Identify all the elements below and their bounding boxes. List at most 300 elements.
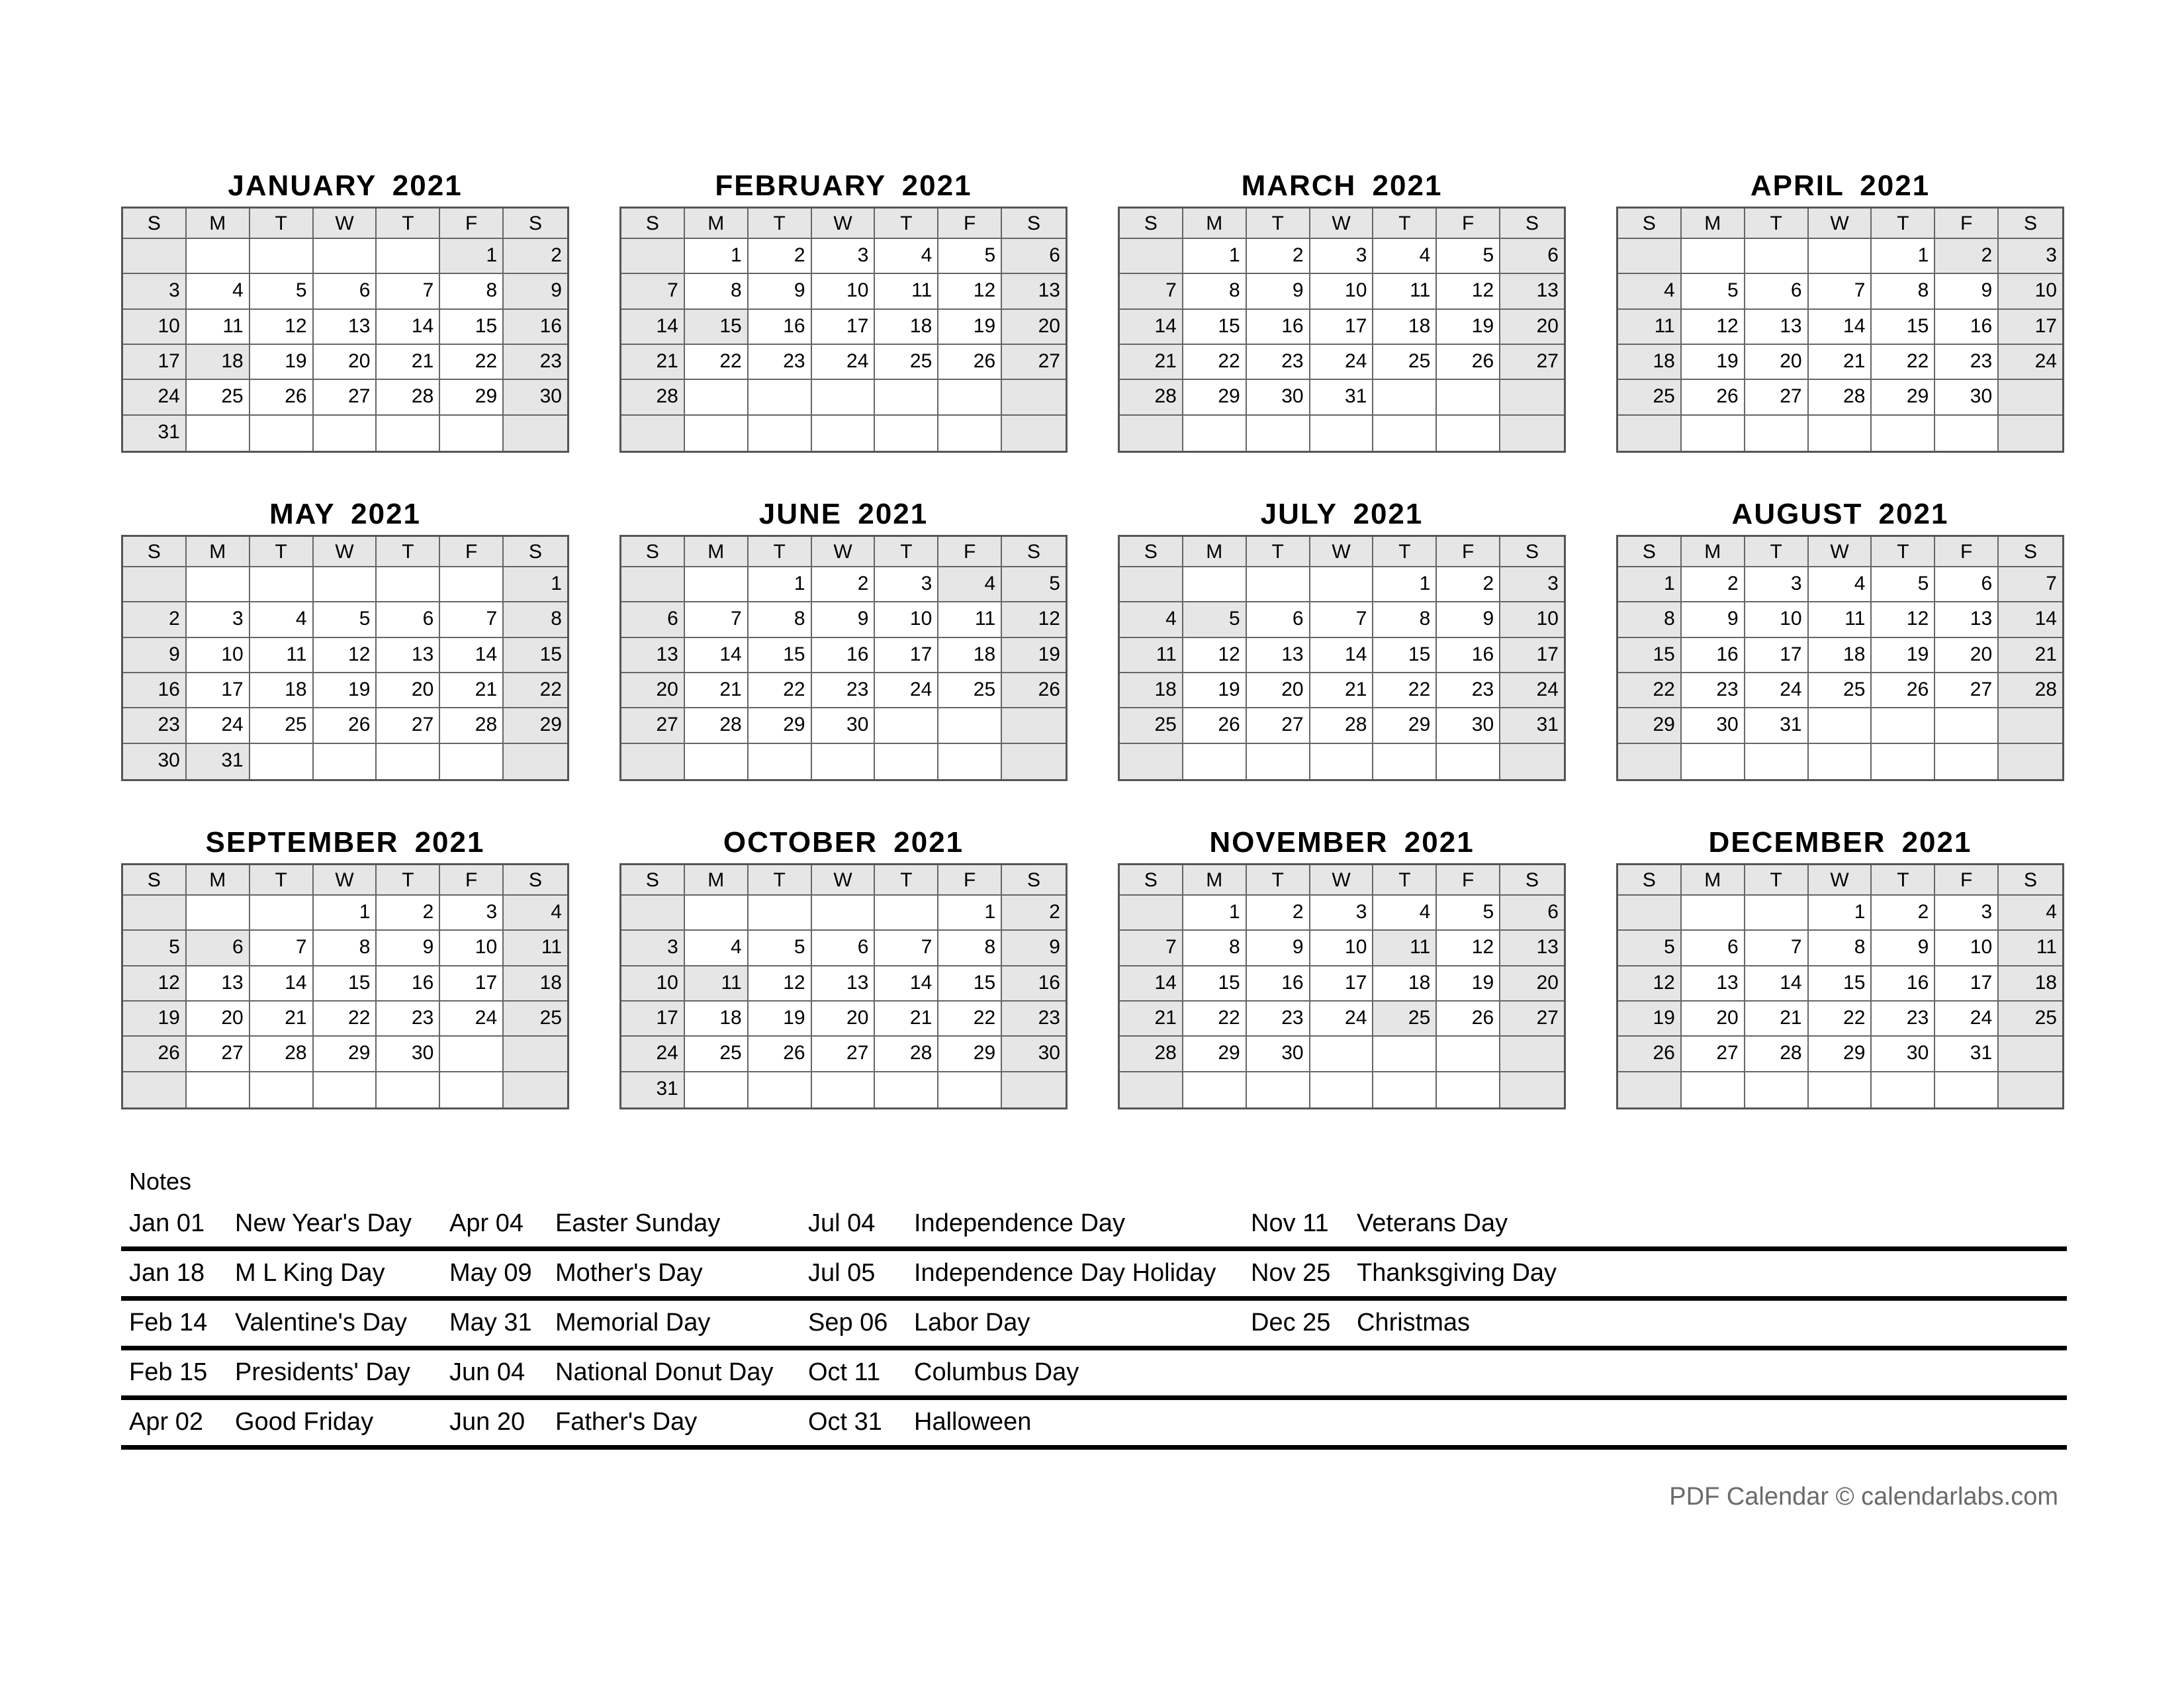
empty-day-cell [1247, 1072, 1310, 1107]
empty-day-cell [1310, 744, 1374, 779]
empty-day-cell [685, 416, 749, 451]
day-cell: 25 [187, 380, 250, 415]
weekday-header: T [1247, 865, 1310, 896]
day-cell: 22 [504, 673, 567, 708]
day-cell: 28 [1999, 673, 2062, 708]
holiday-date: Jul 04 [808, 1209, 876, 1237]
day-cell: 22 [1872, 345, 1935, 380]
day-cell: 25 [250, 708, 314, 743]
day-cell: 13 [1002, 274, 1066, 309]
empty-day-cell [875, 1072, 938, 1107]
day-cell: 22 [1809, 1002, 1872, 1037]
day-cell: 26 [1437, 1002, 1500, 1037]
weekday-header: T [250, 865, 314, 896]
day-cell: 30 [812, 708, 876, 743]
empty-day-cell [1872, 1072, 1935, 1107]
weekday-header: S [123, 209, 187, 239]
empty-day-cell [1310, 1037, 1374, 1072]
notes-row [121, 1251, 2067, 1301]
day-cell: 9 [1682, 602, 1745, 637]
empty-day-cell [440, 416, 504, 451]
empty-day-cell [1310, 1072, 1374, 1107]
day-cell: 17 [1500, 638, 1564, 673]
day-cell: 8 [1618, 602, 1682, 637]
empty-day-cell [749, 1072, 812, 1107]
empty-day-cell [938, 380, 1002, 415]
weekday-header: F [1935, 865, 1999, 896]
holiday-date: Jul 05 [808, 1259, 876, 1287]
day-cell: 1 [314, 896, 377, 931]
day-cell: 21 [250, 1002, 314, 1037]
day-cell: 29 [440, 380, 504, 415]
empty-day-cell [250, 239, 314, 274]
day-cell: 23 [1682, 673, 1745, 708]
day-cell: 3 [123, 274, 187, 309]
empty-day-cell [250, 896, 314, 931]
empty-day-cell [1500, 416, 1564, 451]
weekday-header: F [440, 537, 504, 567]
year-calendar [121, 165, 2064, 1125]
empty-day-cell [1809, 416, 1872, 451]
day-cell: 16 [1002, 966, 1066, 1002]
empty-day-cell [938, 708, 1002, 743]
day-cell: 6 [1682, 931, 1745, 966]
weekday-header: S [504, 865, 567, 896]
empty-day-cell [1437, 1037, 1500, 1072]
day-cell: 25 [1373, 345, 1437, 380]
day-cell: 8 [1183, 931, 1247, 966]
day-cell: 8 [314, 931, 377, 966]
day-cell: 29 [1618, 708, 1682, 743]
empty-day-cell [1682, 1072, 1745, 1107]
month-grid [619, 863, 1068, 1109]
day-cell: 27 [1682, 1037, 1745, 1072]
day-cell: 11 [1618, 310, 1682, 345]
day-cell: 13 [1500, 931, 1564, 966]
day-cell: 26 [1002, 673, 1066, 708]
empty-day-cell [1809, 708, 1872, 743]
holiday-entry [129, 1259, 385, 1288]
empty-day-cell [1999, 1072, 2062, 1107]
day-cell: 9 [1935, 274, 1999, 309]
month-calendar [619, 494, 1068, 785]
month-calendar [121, 494, 569, 785]
day-cell: 29 [504, 708, 567, 743]
day-cell: 11 [250, 638, 314, 673]
empty-day-cell [621, 896, 685, 931]
day-cell: 20 [1935, 638, 1999, 673]
weekday-header: W [1809, 865, 1872, 896]
day-cell: 8 [749, 602, 812, 637]
empty-day-cell [1682, 239, 1745, 274]
empty-day-cell [187, 239, 250, 274]
holiday-date: Sep 06 [808, 1309, 888, 1336]
day-cell: 1 [685, 239, 749, 274]
empty-day-cell [621, 239, 685, 274]
empty-day-cell [123, 1072, 187, 1107]
day-cell: 7 [685, 602, 749, 637]
day-cell: 8 [1183, 274, 1247, 309]
day-cell: 17 [1745, 638, 1809, 673]
day-cell: 14 [250, 966, 314, 1002]
day-cell: 21 [440, 673, 504, 708]
day-cell: 25 [1809, 673, 1872, 708]
day-cell: 8 [938, 931, 1002, 966]
empty-day-cell [1437, 416, 1500, 451]
weekday-header: S [1120, 865, 1183, 896]
empty-day-cell [1682, 416, 1745, 451]
day-cell: 16 [123, 673, 187, 708]
day-cell: 7 [1745, 931, 1809, 966]
day-cell: 15 [749, 638, 812, 673]
day-cell: 15 [440, 310, 504, 345]
day-cell: 21 [1120, 345, 1183, 380]
day-cell: 21 [1120, 1002, 1183, 1037]
day-cell: 10 [123, 310, 187, 345]
holiday-name: Presidents' Day [235, 1358, 410, 1386]
empty-day-cell [1618, 744, 1682, 779]
holiday-name: Columbus Day [914, 1358, 1079, 1386]
day-cell: 15 [685, 310, 749, 345]
empty-day-cell [1935, 1072, 1999, 1107]
empty-day-cell [187, 896, 250, 931]
weekday-header: W [812, 537, 876, 567]
day-cell: 18 [685, 1002, 749, 1037]
day-cell: 2 [749, 239, 812, 274]
empty-day-cell [377, 1072, 440, 1107]
day-cell: 30 [123, 744, 187, 779]
day-cell: 4 [504, 896, 567, 931]
day-cell: 19 [123, 1002, 187, 1037]
day-cell: 29 [1183, 380, 1247, 415]
notes-title: Notes [129, 1168, 192, 1195]
day-cell: 1 [1183, 896, 1247, 931]
month-grid [121, 535, 569, 781]
weekday-header: T [1745, 537, 1809, 567]
day-cell: 7 [377, 274, 440, 309]
empty-day-cell [875, 380, 938, 415]
day-cell: 15 [314, 966, 377, 1002]
weekday-header: S [1120, 537, 1183, 567]
day-cell: 5 [1872, 567, 1935, 602]
day-cell: 20 [1745, 345, 1809, 380]
day-cell: 18 [1618, 345, 1682, 380]
day-cell: 2 [1002, 896, 1066, 931]
day-cell: 24 [1310, 1002, 1374, 1037]
empty-day-cell [250, 1072, 314, 1107]
weekday-header: T [250, 537, 314, 567]
holiday-entry [1251, 1209, 1508, 1238]
day-cell: 3 [1935, 896, 1999, 931]
day-cell: 14 [1120, 966, 1183, 1002]
day-cell: 12 [1183, 638, 1247, 673]
empty-day-cell [1120, 567, 1183, 602]
day-cell: 18 [875, 310, 938, 345]
weekday-header: S [123, 537, 187, 567]
day-cell: 20 [1500, 966, 1564, 1002]
day-cell: 25 [1999, 1002, 2062, 1037]
empty-day-cell [1618, 1072, 1682, 1107]
empty-day-cell [749, 380, 812, 415]
empty-day-cell [685, 567, 749, 602]
day-cell: 19 [749, 1002, 812, 1037]
day-cell: 20 [812, 1002, 876, 1037]
day-cell: 9 [1247, 931, 1310, 966]
weekday-header: T [1872, 537, 1935, 567]
weekday-header: M [685, 209, 749, 239]
day-cell: 1 [1872, 239, 1935, 274]
day-cell: 1 [504, 567, 567, 602]
day-cell: 11 [685, 966, 749, 1002]
day-cell: 4 [1999, 896, 2062, 931]
weekday-header: T [1745, 209, 1809, 239]
weekday-header: W [1310, 537, 1374, 567]
empty-day-cell [440, 744, 504, 779]
day-cell: 30 [504, 380, 567, 415]
day-cell: 18 [504, 966, 567, 1002]
day-cell: 4 [685, 931, 749, 966]
day-cell: 6 [1745, 274, 1809, 309]
day-cell: 17 [812, 310, 876, 345]
weekday-header: S [621, 537, 685, 567]
day-cell: 19 [938, 310, 1002, 345]
empty-day-cell [875, 708, 938, 743]
day-cell: 5 [314, 602, 377, 637]
day-cell: 12 [1872, 602, 1935, 637]
day-cell: 12 [1618, 966, 1682, 1002]
empty-day-cell [621, 744, 685, 779]
day-cell: 25 [875, 345, 938, 380]
empty-day-cell [1002, 744, 1066, 779]
day-cell: 21 [1809, 345, 1872, 380]
empty-day-cell [1999, 1037, 2062, 1072]
day-cell: 19 [1618, 1002, 1682, 1037]
day-cell: 27 [1247, 708, 1310, 743]
day-cell: 24 [123, 380, 187, 415]
empty-day-cell [1745, 416, 1809, 451]
day-cell: 14 [1310, 638, 1374, 673]
holiday-entry [449, 1259, 703, 1288]
day-cell: 10 [812, 274, 876, 309]
day-cell: 8 [504, 602, 567, 637]
day-cell: 5 [1002, 567, 1066, 602]
day-cell: 17 [187, 673, 250, 708]
day-cell: 3 [812, 239, 876, 274]
month-grid [1616, 535, 2064, 781]
day-cell: 24 [1935, 1002, 1999, 1037]
day-cell: 19 [1437, 310, 1500, 345]
month-title: MAY 2021 [269, 498, 422, 530]
holiday-name: Easter Sunday [555, 1209, 721, 1237]
day-cell: 5 [749, 931, 812, 966]
empty-day-cell [1120, 416, 1183, 451]
day-cell: 5 [1437, 896, 1500, 931]
month-grid [619, 207, 1068, 453]
day-cell: 4 [187, 274, 250, 309]
day-cell: 16 [812, 638, 876, 673]
day-cell: 3 [621, 931, 685, 966]
day-cell: 15 [504, 638, 567, 673]
day-cell: 30 [1437, 708, 1500, 743]
holiday-entry [129, 1209, 412, 1238]
day-cell: 3 [187, 602, 250, 637]
day-cell: 4 [875, 239, 938, 274]
day-cell: 2 [1872, 896, 1935, 931]
month-calendar [619, 165, 1068, 457]
day-cell: 11 [504, 931, 567, 966]
day-cell: 15 [1618, 638, 1682, 673]
empty-day-cell [749, 896, 812, 931]
holiday-entry [129, 1358, 410, 1387]
day-cell: 4 [1809, 567, 1872, 602]
weekday-header: F [938, 537, 1002, 567]
day-cell: 13 [187, 966, 250, 1002]
day-cell: 29 [1872, 380, 1935, 415]
day-cell: 7 [1120, 274, 1183, 309]
notes-section [121, 1162, 2067, 1450]
holiday-date: Jun 04 [449, 1358, 525, 1386]
day-cell: 15 [1373, 638, 1437, 673]
holiday-name: M L King Day [235, 1259, 385, 1287]
day-cell: 2 [1247, 239, 1310, 274]
day-cell: 31 [1310, 380, 1374, 415]
weekday-header: S [1500, 537, 1564, 567]
weekday-header: F [1437, 865, 1500, 896]
notes-row [121, 1350, 2067, 1400]
month-calendar [121, 822, 569, 1113]
day-cell: 14 [1120, 310, 1183, 345]
day-cell: 30 [1872, 1037, 1935, 1072]
holiday-name: Father's Day [555, 1408, 698, 1436]
holiday-entry [449, 1309, 710, 1337]
holiday-name: Veterans Day [1357, 1209, 1508, 1237]
empty-day-cell [377, 744, 440, 779]
day-cell: 1 [1373, 567, 1437, 602]
weekday-header: M [1183, 865, 1247, 896]
day-cell: 30 [1247, 1037, 1310, 1072]
empty-day-cell [1745, 1072, 1809, 1107]
day-cell: 12 [749, 966, 812, 1002]
empty-day-cell [1310, 567, 1374, 602]
day-cell: 28 [250, 1037, 314, 1072]
weekday-header: T [1373, 537, 1437, 567]
day-cell: 12 [1437, 931, 1500, 966]
month-title: AUGUST 2021 [1731, 498, 1949, 530]
day-cell: 17 [1999, 310, 2062, 345]
empty-day-cell [377, 239, 440, 274]
day-cell: 27 [1500, 1002, 1564, 1037]
empty-day-cell [440, 567, 504, 602]
month-calendar [1616, 494, 2064, 785]
day-cell: 14 [621, 310, 685, 345]
day-cell: 1 [1618, 567, 1682, 602]
day-cell: 6 [1500, 239, 1564, 274]
day-cell: 24 [1745, 673, 1809, 708]
day-cell: 10 [1935, 931, 1999, 966]
weekday-header: W [812, 209, 876, 239]
day-cell: 29 [1373, 708, 1437, 743]
day-cell: 23 [1002, 1002, 1066, 1037]
day-cell: 6 [1247, 602, 1310, 637]
day-cell: 10 [440, 931, 504, 966]
holiday-entry [449, 1358, 774, 1387]
empty-day-cell [123, 567, 187, 602]
day-cell: 12 [123, 966, 187, 1002]
weekday-header: T [749, 537, 812, 567]
day-cell: 22 [938, 1002, 1002, 1037]
day-cell: 15 [1809, 966, 1872, 1002]
empty-day-cell [1120, 239, 1183, 274]
empty-day-cell [377, 567, 440, 602]
day-cell: 8 [685, 274, 749, 309]
day-cell: 13 [1682, 966, 1745, 1002]
empty-day-cell [1183, 744, 1247, 779]
day-cell: 12 [1682, 310, 1745, 345]
day-cell: 24 [812, 345, 876, 380]
holiday-name: Independence Day Holiday [914, 1259, 1216, 1287]
month-title: OCTOBER 2021 [723, 826, 964, 859]
day-cell: 30 [377, 1037, 440, 1072]
day-cell: 31 [187, 744, 250, 779]
month-grid [121, 207, 569, 453]
weekday-header: T [1745, 865, 1809, 896]
day-cell: 29 [1809, 1037, 1872, 1072]
empty-day-cell [1809, 744, 1872, 779]
empty-day-cell [314, 416, 377, 451]
holiday-date: Jun 20 [449, 1408, 525, 1436]
empty-day-cell [812, 1072, 876, 1107]
day-cell: 2 [1437, 567, 1500, 602]
month-grid [1118, 535, 1566, 781]
day-cell: 23 [377, 1002, 440, 1037]
weekday-header: W [314, 865, 377, 896]
notes-row [121, 1301, 2067, 1350]
day-cell: 20 [314, 345, 377, 380]
day-cell: 11 [187, 310, 250, 345]
empty-day-cell [1247, 416, 1310, 451]
day-cell: 6 [314, 274, 377, 309]
weekday-header: W [1310, 209, 1374, 239]
day-cell: 28 [1745, 1037, 1809, 1072]
day-cell: 20 [1247, 673, 1310, 708]
day-cell: 1 [440, 239, 504, 274]
empty-day-cell [1618, 416, 1682, 451]
day-cell: 22 [1183, 345, 1247, 380]
empty-day-cell [1999, 744, 2062, 779]
day-cell: 7 [1120, 931, 1183, 966]
month-calendar [1118, 165, 1566, 457]
day-cell: 3 [1999, 239, 2062, 274]
day-cell: 6 [812, 931, 876, 966]
empty-day-cell [812, 416, 876, 451]
day-cell: 18 [938, 638, 1002, 673]
month-grid [1616, 863, 2064, 1109]
empty-day-cell [875, 744, 938, 779]
day-cell: 5 [250, 274, 314, 309]
empty-day-cell [1745, 239, 1809, 274]
day-cell: 10 [1999, 274, 2062, 309]
empty-day-cell [504, 744, 567, 779]
weekday-header: S [1120, 209, 1183, 239]
day-cell: 29 [314, 1037, 377, 1072]
weekday-header: F [440, 865, 504, 896]
empty-day-cell [1373, 744, 1437, 779]
day-cell: 14 [685, 638, 749, 673]
empty-day-cell [1183, 1072, 1247, 1107]
day-cell: 27 [1500, 345, 1564, 380]
empty-day-cell [1183, 416, 1247, 451]
empty-day-cell [1745, 896, 1809, 931]
